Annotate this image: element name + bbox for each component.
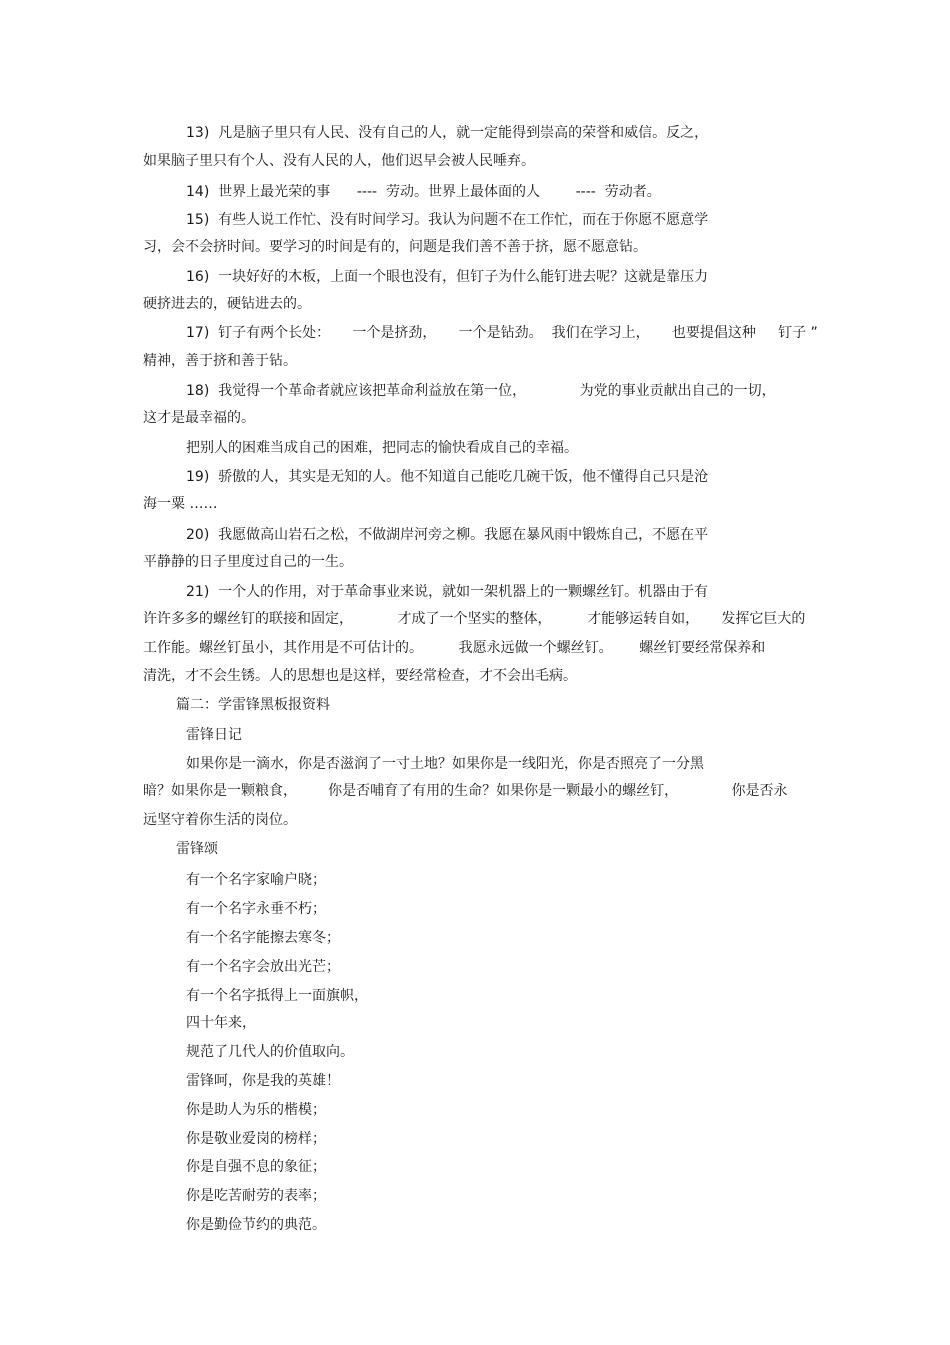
subheading: 雷锋颂 xyxy=(176,841,218,857)
poem-line: 雷锋呵，你是我的英雄！ xyxy=(186,1073,340,1089)
text-line: 18) 我觉得一个革命者就应该把革命利益放在第一位， 为党的事业贡献出自己的一切， xyxy=(186,383,776,399)
text-line: 许许多多的螺丝钉的联接和固定， 才成了一个坚实的整体， 才能够运转自如， 发挥它巨大的 xyxy=(143,611,806,627)
text-line: 暗？如果你是一颗粮食， 你是否哺育了有用的生命？如果你是一颗最小的螺丝钉， 你是否永 xyxy=(143,783,788,799)
text-line: 如果脑子里只有个人、没有人民的人，他们迟早会被人民唾弃。 xyxy=(143,153,535,169)
poem-line: 四十年来， xyxy=(186,1015,256,1031)
section-heading: 篇二：学雷锋黑板报资料 xyxy=(176,697,330,713)
poem-line: 你是勤俭节约的典范。 xyxy=(186,1217,326,1233)
text-line: 19) 骄傲的人，其实是无知的人。他不知道自己能吃几碗干饭，他不懂得自己只是沧 xyxy=(186,469,709,485)
poem-line: 有一个名字家喻户晓； xyxy=(186,872,326,888)
text-line: 精神，善于挤和善于钻。 xyxy=(143,353,297,369)
text-line: 远坚守着你生活的岗位。 xyxy=(143,812,297,828)
text-line: 14) 世界上最光荣的事 ---- 劳动。世界上最体面的人 ---- 劳动者。 xyxy=(186,184,661,200)
text-line: 习，会不会挤时间。要学习的时间是有的，问题是我们善不善于挤，愿不愿意钻。 xyxy=(143,239,647,255)
text-line: 21) 一个人的作用，对于革命事业来说，就如一架机器上的一颗螺丝钉。机器由于有 xyxy=(186,584,709,600)
text-line: 清洗，才不会生锈。人的思想也是这样，要经常检查，才不会出毛病。 xyxy=(143,668,577,684)
text-line: 工作能。螺丝钉虽小，其作用是不可估计的。 我愿永远做一个螺丝钉。 螺丝钉要经常保养和 xyxy=(143,640,766,656)
text-line: 15) 有些人说工作忙、没有时间学习。我认为问题不在工作忙，而在于你愿不愿意学 xyxy=(186,212,709,228)
poem-line: 有一个名字能擦去寒冬； xyxy=(186,930,340,946)
poem-line: 有一个名字永垂不朽； xyxy=(186,901,326,917)
poem-line: 规范了几代人的价值取向。 xyxy=(186,1044,354,1060)
poem-line: 你是吃苦耐劳的表率； xyxy=(186,1188,326,1204)
text-line: 平静静的日子里度过自己的一生。 xyxy=(143,554,353,570)
text-line: 这才是最幸福的。 xyxy=(143,410,255,426)
poem-line: 有一个名字抵得上一面旗帜， xyxy=(186,988,368,1004)
text-line: 17) 钉子有两个长处： 一个是挤劲， 一个是钻劲。 我们在学习上， 也要提倡这种 钉子 ” xyxy=(186,325,818,341)
text-line: 20) 我愿做高山岩石之松，不做湖岸河旁之柳。我愿在暴风雨中锻炼自己，不愿在平 xyxy=(186,527,709,543)
poem-line: 你是自强不息的象征； xyxy=(186,1159,326,1175)
text-line: 硬挤进去的，硬钻进去的。 xyxy=(143,296,311,312)
text-line: 13) 凡是脑子里只有人民、没有自己的人，就一定能得到崇高的荣誉和威信。反之， xyxy=(186,125,709,141)
text-line: 把别人的困难当成自己的困难，把同志的愉快看成自己的幸福。 xyxy=(186,440,578,456)
poem-line: 有一个名字会放出光芒； xyxy=(186,959,340,975)
text-line: 如果你是一滴水，你是否滋润了一寸土地？如果你是一线阳光，你是否照亮了一分黑 xyxy=(186,756,704,772)
poem-line: 你是助人为乐的楷模； xyxy=(186,1102,326,1118)
text-line: 16) 一块好好的木板，上面一个眼也没有，但钉子为什么能钉进去呢？这就是靠压力 xyxy=(186,269,709,285)
poem-line: 你是敬业爱岗的榜样； xyxy=(186,1131,326,1147)
text-line: 海一粟 …… xyxy=(143,496,218,512)
subheading: 雷锋日记 xyxy=(186,727,242,743)
